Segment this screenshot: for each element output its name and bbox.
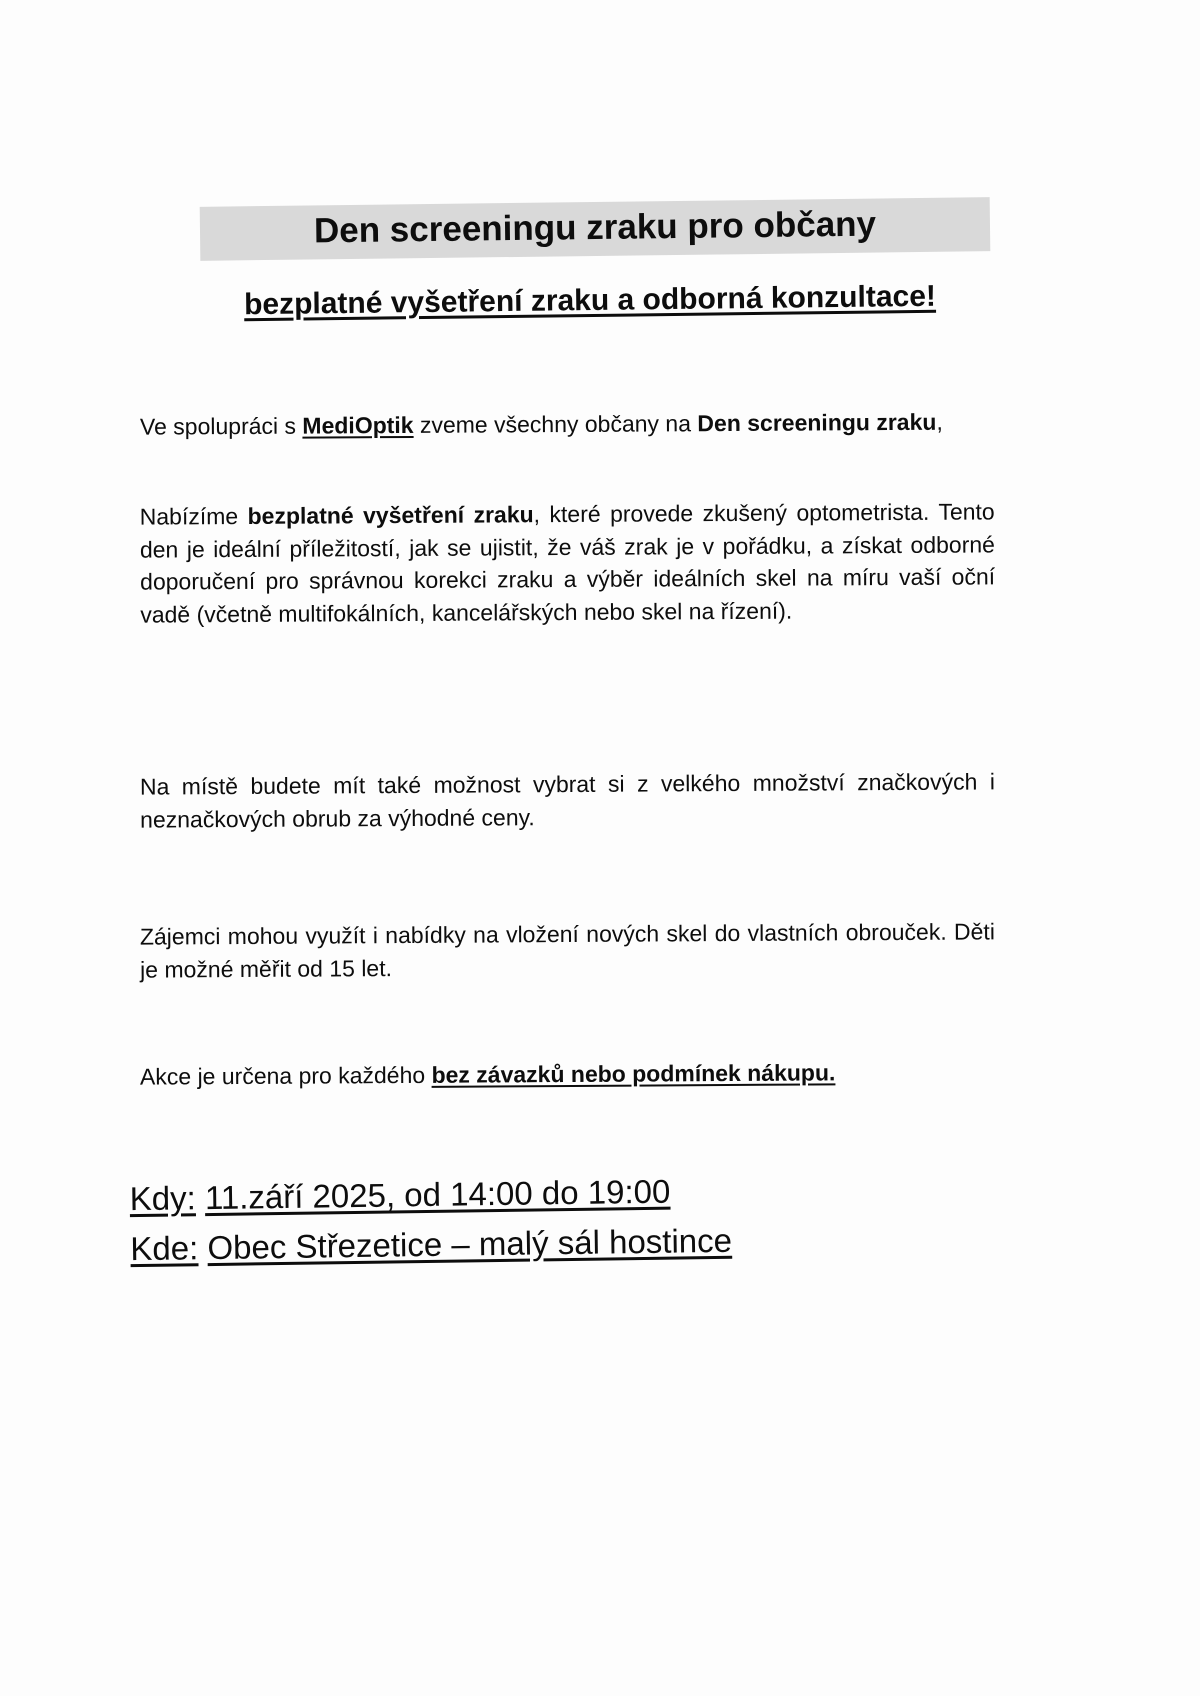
offer-rest: , které provede zkušený optometrista. Tento den je ideální příležitostí, jak se ujistit, že váš zrak je v pořádku, a získat odborné doporučení pro správnou korekci zraku a výběr ideálních skel na míru vaší oční vadě (včetně multifokálních, kancelářských nebo skel na řízení). — [139, 498, 996, 628]
paragraph-lenses: Zájemci mohou využít i nabídky na vložení nových skel do vlastních obrouček. Děti je možné měřit od 15 let. — [139, 918, 995, 983]
intro-event-name: Den screeningu zraku — [697, 408, 937, 437]
when-label: Kdy: — [129, 1179, 196, 1218]
page-title: Den screeningu zraku pro občany — [200, 197, 991, 260]
brand-name: MediOptik — [302, 411, 414, 439]
intro-lead: Ve spolupráci s — [139, 412, 303, 440]
where-label: Kde: — [130, 1228, 199, 1267]
paragraph-no-obligation — [140, 1055, 995, 1093]
intro-end: , — [936, 408, 943, 435]
event-details — [129, 1162, 1010, 1273]
paragraph-intro — [140, 405, 995, 443]
intro-middle: zveme všechny občany na — [413, 410, 698, 438]
offer-lead: Nabízíme — [139, 502, 248, 530]
paragraph-offer — [140, 495, 996, 631]
no-obligation-lead: Akce je určena pro každého — [139, 1061, 432, 1090]
offer-highlight: bezplatné vyšetření zraku — [247, 501, 534, 529]
where-value: Obec Střezetice – malý sál hostince — [207, 1221, 733, 1266]
page-subtitle: bezplatné vyšetření zraku a odborná konzultace! — [243, 279, 937, 322]
when-value: 11.září 2025, od 14:00 do 19:00 — [204, 1172, 671, 1217]
paragraph-frames: Na místě budete mít také možnost vybrat si z velkého množství značkových i neznačkových obrub za výhodné ceny. — [139, 768, 995, 833]
no-obligation-emphasis: bez závazků nebo podmínek nákupu. — [431, 1059, 836, 1088]
